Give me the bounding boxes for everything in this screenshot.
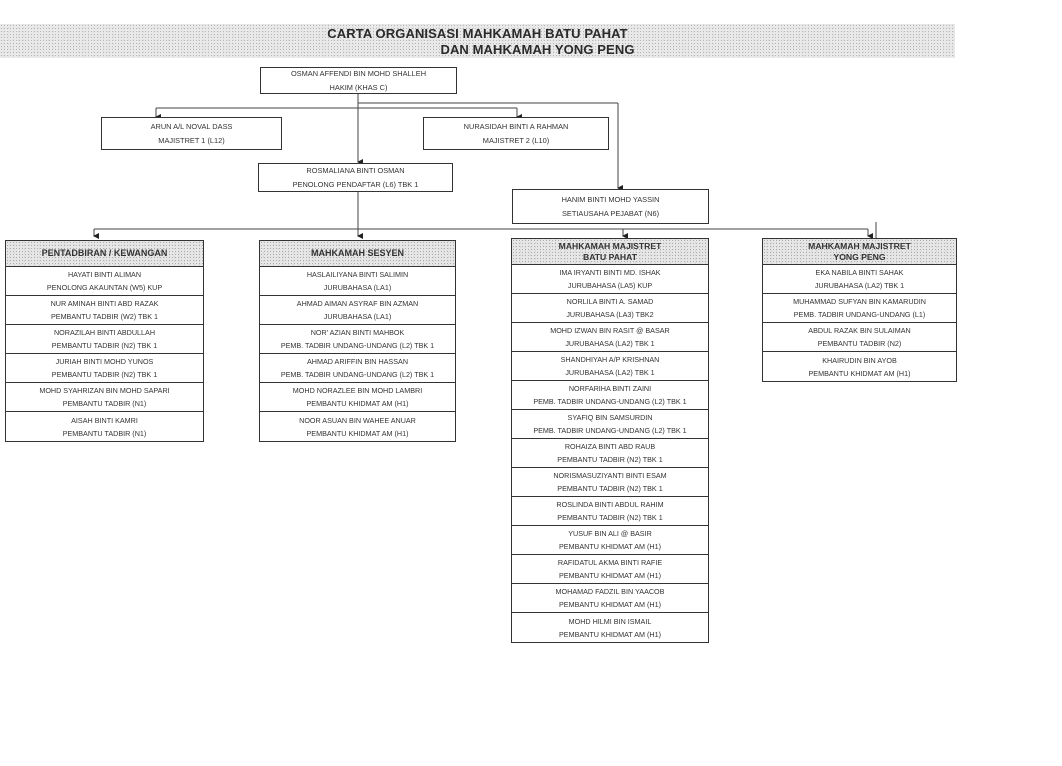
dept-mahkamah-sesyen [259, 240, 456, 442]
staff-name: SHANDHIYAH A/P KRISHNAN [560, 355, 660, 364]
node-majistret-2 [423, 117, 609, 150]
dept-heading [512, 239, 708, 265]
staff-role: PEMBANTU TADBIR (N1) [62, 428, 147, 438]
staff-role: JURUBAHASA (LA2) TBK 1 [565, 339, 655, 348]
staff-name: NUR AMINAH BINTI ABD RAZAK [50, 299, 159, 308]
staff-role: PEMB. TADBIR UNDANG-UNDANG (L2) TBK 1 [533, 426, 687, 435]
staff-name: KHAIRUDIN BIN AYOB [822, 355, 897, 365]
staff-name: MOHAMAD FADZIL BIN YAACOB [555, 587, 665, 596]
node-penolong-pendaftar [258, 163, 453, 192]
dept-heading [763, 239, 956, 265]
staff-role: PEMB. TADBIR UNDANG-UNDANG (L1) [793, 310, 926, 319]
staff-name: MUHAMMAD SUFYAN BIN KAMARUDIN [793, 297, 926, 306]
staff-entry [512, 381, 708, 410]
staff-entry [512, 497, 708, 526]
staff-role: PEMBANTU KHIDMAT AM (H1) [559, 571, 661, 580]
staff-role: PEMB. TADBIR UNDANG-UNDANG (L2) TBK 1 [533, 397, 687, 406]
staff-name: HAYATI BINTI ALIMAN [67, 270, 142, 279]
staff-role: JURUBAHASA (LA1) [323, 312, 392, 321]
node-name: ROSMALIANA BINTI OSMAN [306, 165, 405, 175]
staff-role: JURUBAHASA (LA1) [323, 283, 392, 292]
staff-name: NORLILA BINTI A. SAMAD [566, 297, 654, 306]
staff-role: PEMBANTU TADBIR (W2) TBK 1 [50, 312, 159, 321]
dept-mahkamah-majistret-batu-pahat [511, 238, 709, 643]
chart-title-line2: DAN MAHKAMAH YONG PENG [440, 42, 635, 57]
staff-role: PEMBANTU KHIDMAT AM (H1) [559, 600, 661, 609]
staff-name: MOHD NORAZLEE BIN MOHD LAMBRI [292, 386, 423, 395]
staff-name: HASLAILIYANA BINTI SALIMIN [306, 270, 409, 279]
node-name: OSMAN AFFENDI BIN MOHD SHALLEH [290, 68, 427, 78]
node-role: PENOLONG PENDAFTAR (L6) TBK 1 [292, 179, 419, 189]
staff-name: EKA NABILA BINTI SAHAK [815, 268, 904, 277]
staff-entry [512, 265, 708, 294]
node-role: MAJISTRET 2 (L10) [482, 135, 550, 145]
dept-heading-line: MAHKAMAH SESYEN [310, 248, 404, 258]
staff-entry [6, 267, 203, 296]
staff-entry [6, 296, 203, 325]
staff-name: IMA IRYANTI BINTI MD. ISHAK [559, 268, 661, 277]
node-majistret-1 [101, 117, 282, 150]
staff-entry [512, 468, 708, 497]
staff-entry [260, 325, 455, 354]
node-name: HANIM BINTI MOHD YASSIN [561, 194, 660, 204]
staff-entry [512, 584, 708, 613]
staff-role: PEMBANTU KHIDMAT AM (H1) [306, 399, 409, 408]
staff-role: PEMBANTU TADBIR (N1) [62, 399, 147, 408]
staff-name: JURIAH BINTI MOHD YUNOS [55, 357, 154, 366]
staff-entry [512, 526, 708, 555]
staff-entry [6, 325, 203, 354]
staff-name: NORISMASUZIYANTI BINTI ESAM [553, 471, 667, 480]
node-role: MAJISTRET 1 (L12) [158, 135, 225, 145]
staff-entry [260, 267, 455, 296]
staff-entry [6, 383, 203, 412]
staff-role: PEMBANTU TADBIR (N2) TBK 1 [557, 484, 663, 493]
staff-name: ABDUL RAZAK BIN SULAIMAN [808, 326, 911, 335]
staff-name: NORFARIHA BINTI ZAINI [568, 384, 652, 393]
staff-name: SYAFIQ BIN SAMSURDIN [567, 413, 653, 422]
staff-entry [512, 410, 708, 439]
node-role: SETIAUSAHA PEJABAT (N6) [561, 208, 660, 218]
staff-name: MOHD IZWAN BIN RASIT @ BASAR [550, 326, 670, 335]
staff-role: PEMBANTU KHIDMAT AM (H1) [559, 629, 661, 639]
dept-heading [6, 241, 203, 267]
node-name: NURASIDAH BINTI A RAHMAN [463, 121, 569, 131]
dept-heading-line: MAHKAMAH MAJISTRET [808, 240, 911, 251]
staff-name: ROHAIZA BINTI ABD RAUB [564, 442, 656, 451]
staff-name: MOHD SYAHRIZAN BIN MOHD SAPARI [39, 386, 170, 395]
staff-entry [260, 412, 455, 441]
dept-heading-line: YONG PENG [833, 251, 886, 262]
staff-name: NOR' AZIAN BINTI MAHBOK [310, 328, 405, 337]
node-name: ARUN A/L NOVAL DASS [150, 121, 233, 131]
node-setiausaha-pejabat [512, 189, 709, 224]
staff-entry [6, 412, 203, 441]
staff-entry [512, 352, 708, 381]
staff-role: PEMBANTU TADBIR (N2) [817, 339, 902, 348]
dept-heading-line: BATU PAHAT [583, 251, 637, 262]
staff-role: PEMBANTU KHIDMAT AM (H1) [808, 368, 911, 378]
dept-heading-line: PENTADBIRAN / KEWANGAN [41, 248, 168, 258]
staff-entry [512, 555, 708, 584]
node-role: HAKIM (KHAS C) [329, 82, 388, 92]
staff-role: PEMB. TADBIR UNDANG-UNDANG (L2) TBK 1 [280, 370, 435, 379]
staff-name: MOHD HILMI BIN ISMAIL [568, 616, 652, 626]
staff-name: YUSUF BIN ALI @ BASIR [568, 529, 652, 538]
staff-role: JURUBAHASA (LA2) TBK 1 [565, 368, 655, 377]
staff-entry [512, 439, 708, 468]
staff-name: NOOR ASUAN BIN WAHEE ANUAR [299, 415, 416, 425]
staff-entry [763, 265, 956, 294]
staff-entry [512, 323, 708, 352]
staff-role: JURUBAHASA (LA3) TBK2 [566, 310, 654, 319]
staff-name: NORAZILAH BINTI ABDULLAH [53, 328, 156, 337]
staff-role: PEMBANTU KHIDMAT AM (H1) [559, 542, 661, 551]
staff-entry [763, 323, 956, 352]
staff-name: AHMAD ARIFFIN BIN HASSAN [306, 357, 409, 366]
staff-role: PEMBANTU TADBIR (N2) TBK 1 [557, 455, 663, 464]
staff-role: PENOLONG AKAUNTAN (W5) KUP [46, 283, 163, 292]
staff-name: ROSLINDA BINTI ABDUL RAHIM [556, 500, 664, 509]
staff-entry [260, 383, 455, 412]
staff-name: AHMAD AIMAN ASYRAF BIN AZMAN [296, 299, 419, 308]
dept-heading-line: MAHKAMAH MAJISTRET [558, 240, 662, 251]
staff-name: RAFIDATUL AKMA BINTI RAFIE [557, 558, 663, 567]
staff-entry [512, 294, 708, 323]
staff-entry [763, 352, 956, 381]
staff-entry [512, 613, 708, 642]
staff-role: JURUBAHASA (LA2) TBK 1 [814, 281, 905, 290]
node-hakim [260, 67, 457, 94]
staff-role: PEMBANTU TADBIR (N2) TBK 1 [51, 370, 158, 379]
staff-role: PEMBANTU TADBIR (N2) TBK 1 [51, 341, 158, 350]
staff-entry [260, 354, 455, 383]
staff-role: PEMBANTU TADBIR (N2) TBK 1 [557, 513, 663, 522]
staff-entry [260, 296, 455, 325]
dept-heading [260, 241, 455, 267]
staff-entry [6, 354, 203, 383]
dept-pentadbiran-kewangan [5, 240, 204, 442]
staff-name: AISAH BINTI KAMRI [71, 415, 138, 425]
staff-entry [763, 294, 956, 323]
staff-role: PEMB. TADBIR UNDANG-UNDANG (L2) TBK 1 [280, 341, 435, 350]
dept-mahkamah-majistret-yong-peng [762, 238, 957, 382]
chart-title-line1: CARTA ORGANISASI MAHKAMAH BATU PAHAT [327, 26, 628, 41]
staff-role: JURUBAHASA (LA5) KUP [567, 281, 653, 290]
staff-role: PEMBANTU KHIDMAT AM (H1) [306, 428, 409, 438]
